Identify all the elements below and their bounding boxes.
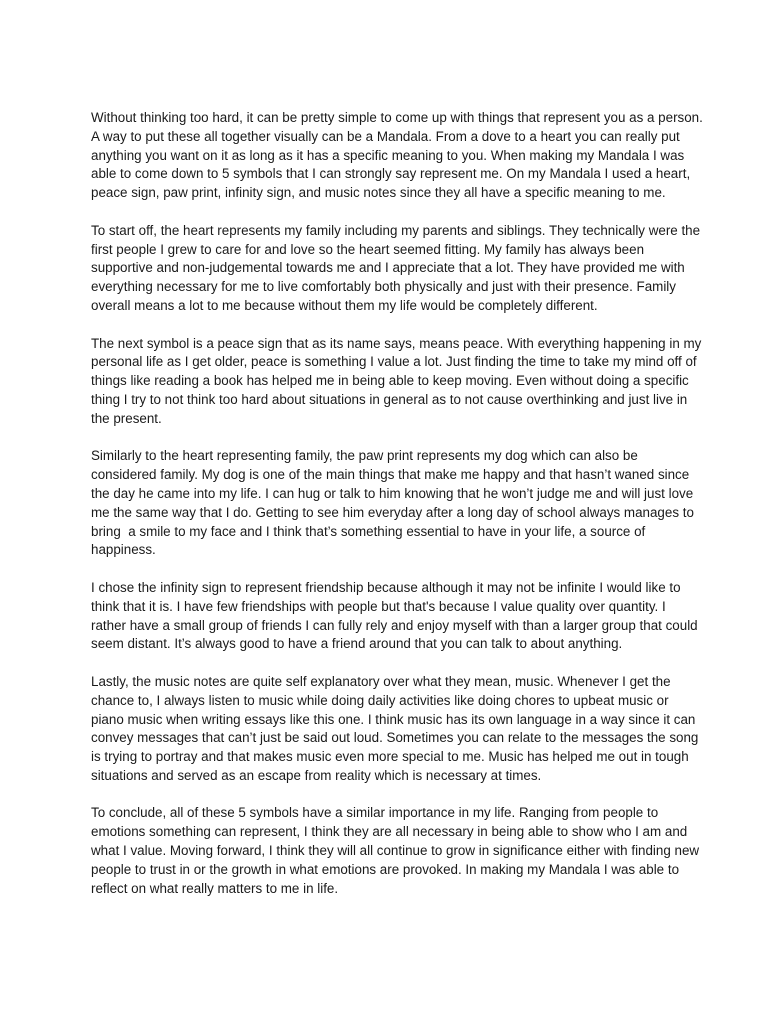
- paragraph-paw-print: Similarly to the heart representing family, the paw print represents my dog which can also be considered family. My dog is one of the main things that make me happy and that hasn’t waned since the day he came into my life. I can hug or talk to him knowing that he won’t judge me and will just love me the same way that I do. Getting to see him everyday after a long day of school always manages to bring a smile to my face and I think that’s something essential to have in your life, a source of happiness.: [91, 448, 698, 558]
- paragraph-peace-sign: The next symbol is a peace sign that as its name says, means peace. With everything happening in my personal life as I get older, peace is something I value a lot. Just finding the time to take my mind off of things like reading a book has helped me in being able to keep moving. Even without doing a specific thing I try to not think too hard about situations in general as to not cause overthinking and just live in the present.: [91, 335, 706, 426]
- essay-body: [91, 109, 706, 917]
- paragraph-intro: Without thinking too hard, it can be pretty simple to come up with things that represent you as a person. A way to put these all together visually can be a Mandala. From a dove to a heart you can really put anything you want on it as long as it has a specific meaning to you. When making my Mandala I was able to come down to 5 symbols that I can strongly say represent me. On my Mandala I used a heart, peace sign, paw print, infinity sign, and music notes since they all have a specific meaning to me.: [91, 110, 706, 201]
- paragraph-conclusion: To conclude, all of these 5 symbols have a similar importance in my life. Ranging from people to emotions something can represent, I think they are all necessary in being able to show who I am and what I value. Moving forward, I think they will all continue to grow in significance either with finding new people to trust in or the growth in what emotions are provoked. In making my Mandala I was able to reflect on what really matters to me in life.: [91, 805, 703, 896]
- paragraph-music-notes: Lastly, the music notes are quite self explanatory over what they mean, music. Whenever I get the chance to, I always listen to music while doing daily activities like doing chores to upbeat music or piano music when writing essays like this one. I think music has its own language in a way since it can convey messages that can’t just be said out loud. Sometimes you can relate to the messages the song is trying to portray and that makes music even more special to me. Music has helped me out in tough situations and served as an escape from reality which is necessary at times.: [91, 673, 703, 783]
- paragraph-infinity-sign: I chose the infinity sign to represent friendship because although it may not be infinite I would like to think that it is. I have few friendships with people but that's because I value quality over quantity. I rather have a small group of friends I can fully rely and enjoy myself with than a larger group that could seem distant. It’s always good to have a friend around that you can talk to about anything.: [91, 579, 702, 652]
- paragraph-heart-family: To start off, the heart represents my family including my parents and siblings. They technically were the first people I grew to care for and love so the heart seemed fitting. My family has always been supportive and non-judgemental towards me and I appreciate that a lot. They have provided me with everything necessary for me to live comfortably both physically and just with their presence. Family overall means a lot to me because without them my life would be completely different.: [91, 222, 704, 313]
